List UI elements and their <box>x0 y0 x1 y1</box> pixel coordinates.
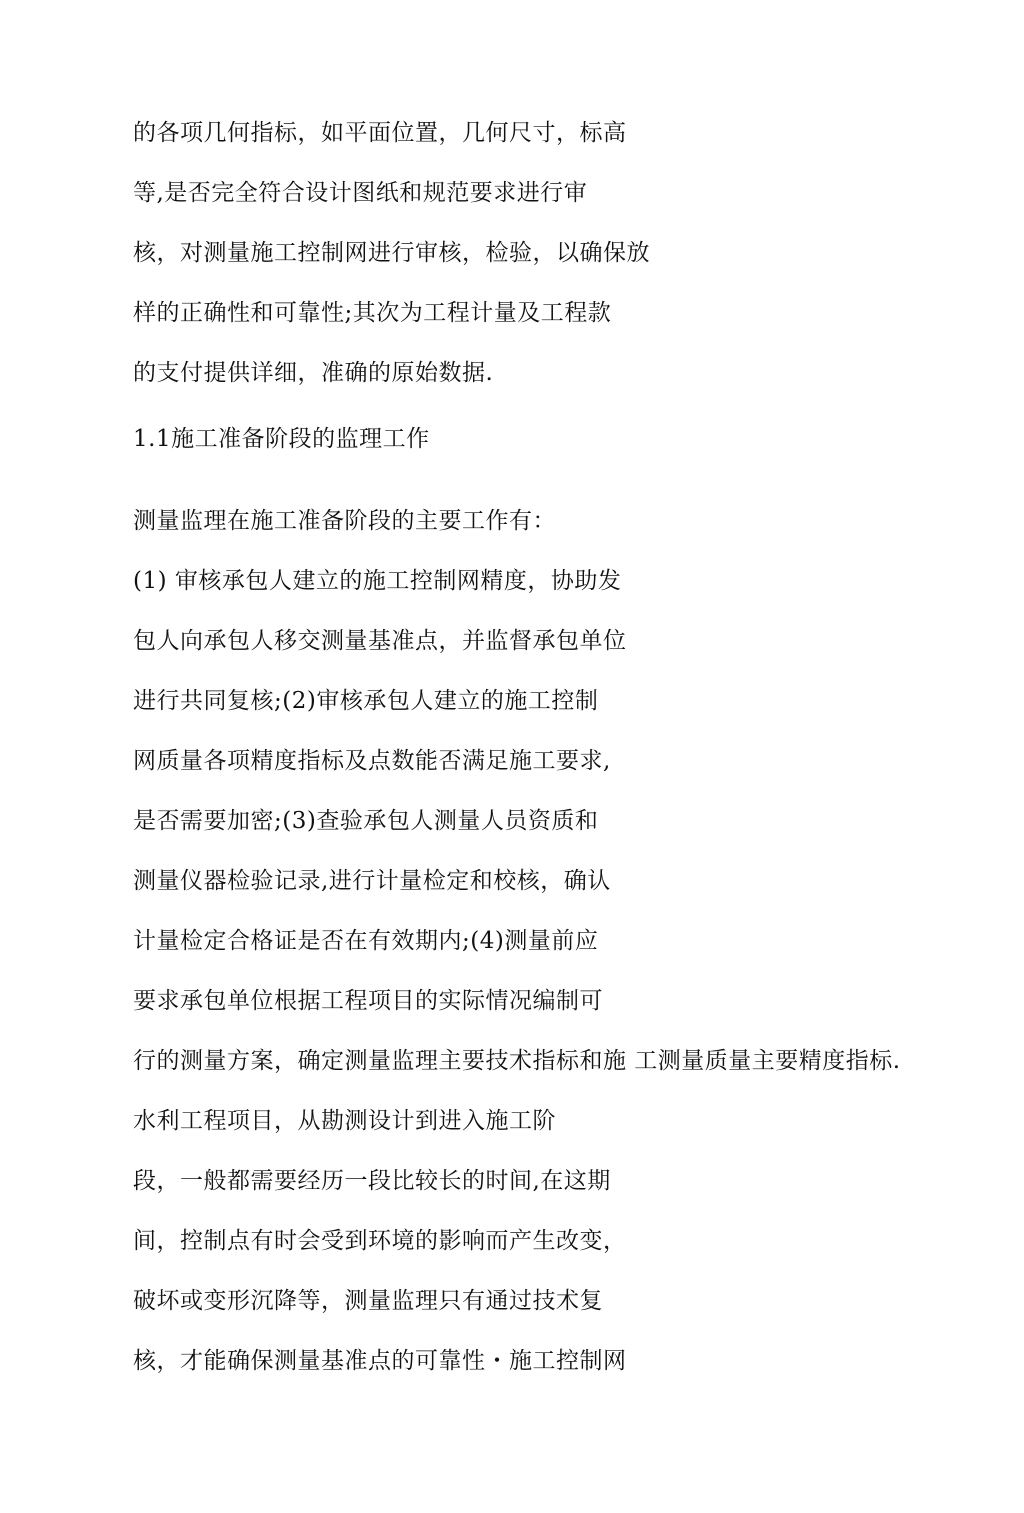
text-line: 核，才能确保测量基准点的可靠性・施工控制网 <box>133 1348 627 1374</box>
text-line: 计量检定合格证是否在有效期内;(4)测量前应 <box>133 928 599 954</box>
text-line: 的各项几何指标，如平面位置，几何尺寸，标高 <box>133 120 627 146</box>
text-line: 样的正确性和可靠性;其次为工程计量及工程款 <box>133 300 612 326</box>
text-line: 等,是否完全符合设计图纸和规范要求进行审 <box>133 180 588 206</box>
text-line: 的支付提供详细，准确的原始数据. <box>133 360 494 386</box>
text-line: 段，一般都需要经历一段比较长的时间,在这期 <box>133 1168 611 1194</box>
text-line: 水利工程项目，从勘测设计到进入施工阶 <box>133 1108 556 1134</box>
text-line: 包人向承包人移交测量基准点，并监督承包单位 <box>133 628 627 654</box>
text-line: 网质量各项精度指标及点数能否满足施工要求, <box>133 748 611 774</box>
text-line: 测量仪器检验记录,进行计量检定和校核，确认 <box>133 868 611 894</box>
text-line: 破坏或变形沉降等，测量监理只有通过技术复 <box>133 1288 603 1314</box>
text-line: 是否需要加密;(3)查验承包人测量人员资质和 <box>133 808 599 834</box>
text-line: 要求承包单位根据工程项目的实际情况编制可 <box>133 988 603 1014</box>
text-line: 测量监理在施工准备阶段的主要工作有： <box>133 508 556 534</box>
text-line: (1) 审核承包人建立的施工控制网精度，协助发 <box>133 568 622 594</box>
text-line: 进行共同复核;(2)审核承包人建立的施工控制 <box>133 688 599 714</box>
text-line: 间，控制点有时会受到环境的影响而产生改变， <box>133 1228 627 1254</box>
text-line: 行的测量方案，确定测量监理主要技术指标和施 工测量质量主要精度指标. <box>133 1048 901 1074</box>
section-heading: 1.1施工准备阶段的监理工作 <box>133 426 430 452</box>
text-line: 核，对测量施工控制网进行审核，检验，以确保放 <box>133 240 650 266</box>
